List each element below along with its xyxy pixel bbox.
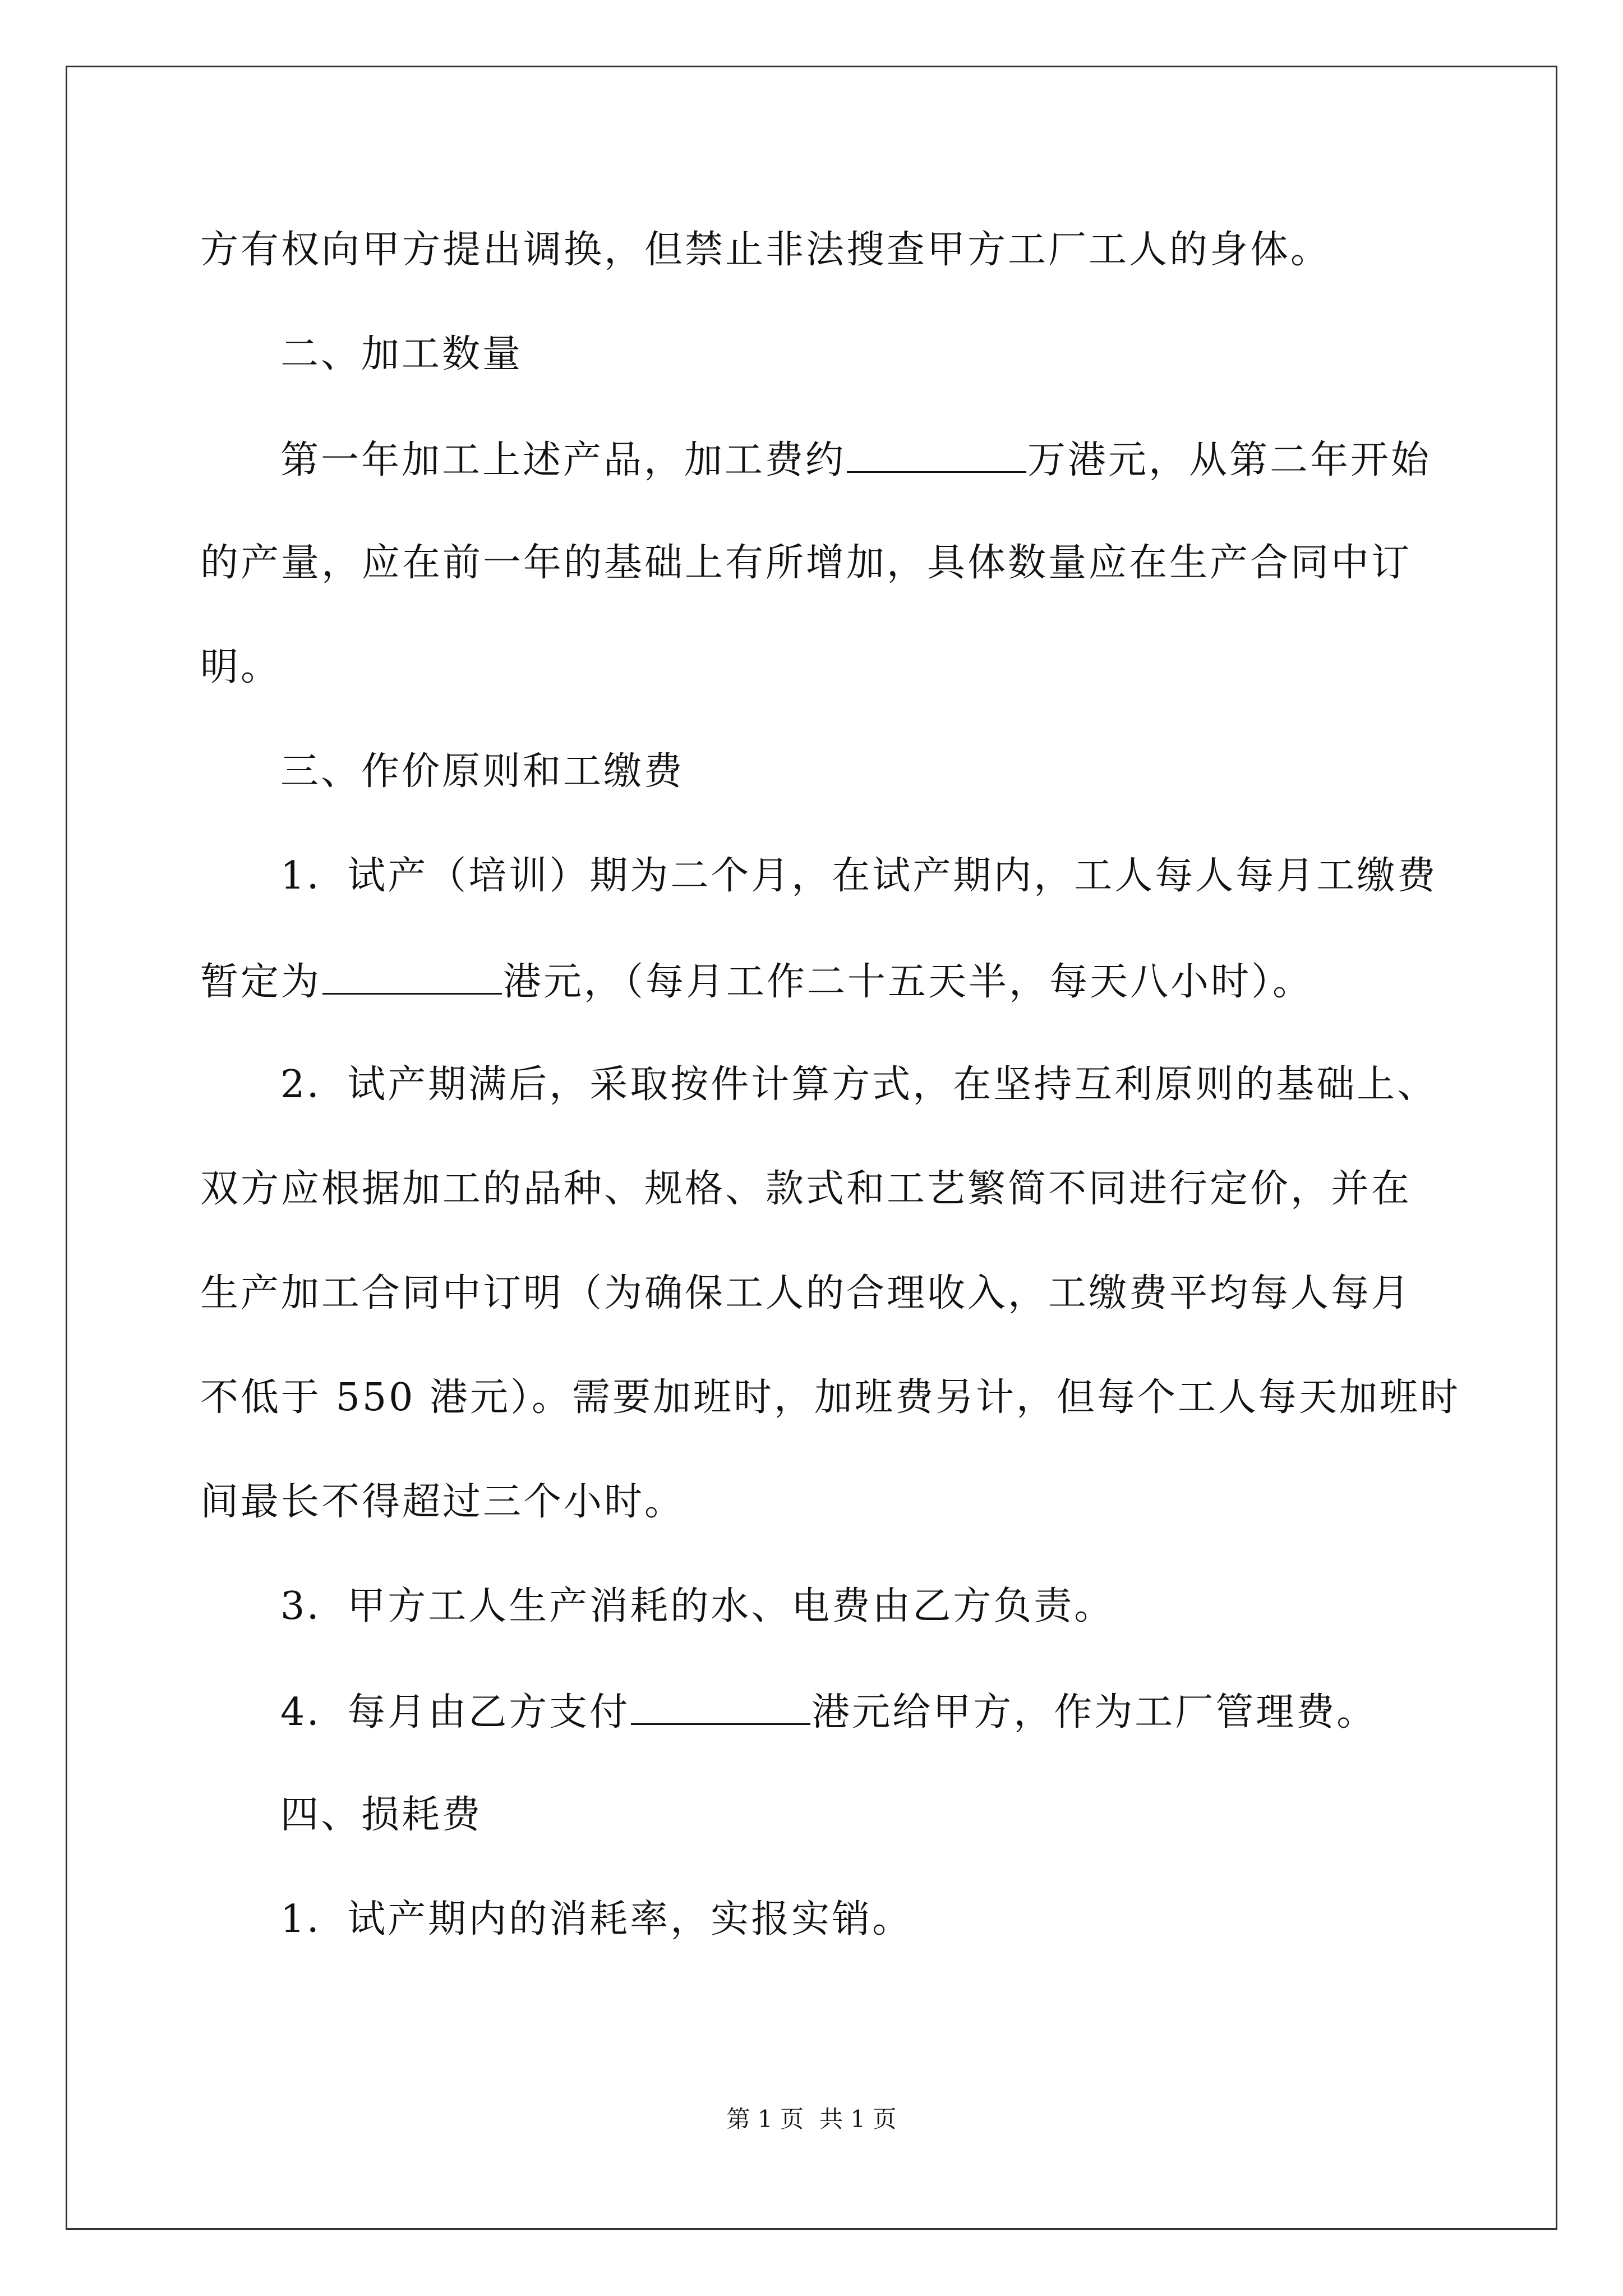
section-heading-processing-quantity: 二、加工数量 [280,332,523,376]
page-number: 第 1 页 [726,2105,804,2133]
fill-in-blank [322,961,502,995]
text-line-3: 第一年加工上述产品，加工费约 万港元，从第二年开始 [280,438,1432,482]
text-line-12: 不低于 550 港元）。需要加班时，加班费另计，但每个工人每天加班时 [200,1375,1461,1420]
text-line-11: 生产加工合同中订明（为确保工人的合理收入，工缴费平均每人每月 [200,1271,1412,1315]
text-line-7: 1．试产（培训）期为二个月，在试产期内，工人每人每月工缴费 [280,854,1438,898]
text-line-9: 2．试产期满后，采取按件计算方式，在坚持互利原则的基础上、 [280,1062,1438,1107]
fill-in-blank [631,1692,810,1725]
text-line-17: 1．试产期内的消耗率，实报实销。 [280,1897,913,1941]
section-heading-pricing-principles: 三、作价原则和工缴费 [280,749,685,794]
text-line-5: 明。 [200,645,282,689]
text-line-4: 的产量，应在前一年的基础上有所增加，具体数量应在生产合同中订 [200,541,1412,585]
text-line-1: 方有权向甲方提出调换，但禁止非法搜查甲方工厂工人的身体。 [200,228,1331,272]
page-total: 共 1 页 [819,2105,897,2133]
page-footer [0,2101,1623,2134]
section-heading-wastage-fee: 四、损耗费 [280,1793,483,1837]
text-line-15: 4．每月由乙方支付 港元给甲方，作为工厂管理费。 [280,1690,1377,1734]
text-line-13: 间最长不得超过三个小时。 [200,1480,685,1524]
text-line-14: 3．甲方工人生产消耗的水、电费由乙方负责。 [280,1584,1115,1628]
text-line-8: 暂定为 港元，（每月工作二十五天半，每天八小时）。 [200,960,1313,1004]
fill-in-blank [847,440,1026,473]
text-line-10: 双方应根据加工的品种、规格、款式和工艺繁简不同进行定价，并在 [200,1167,1412,1211]
